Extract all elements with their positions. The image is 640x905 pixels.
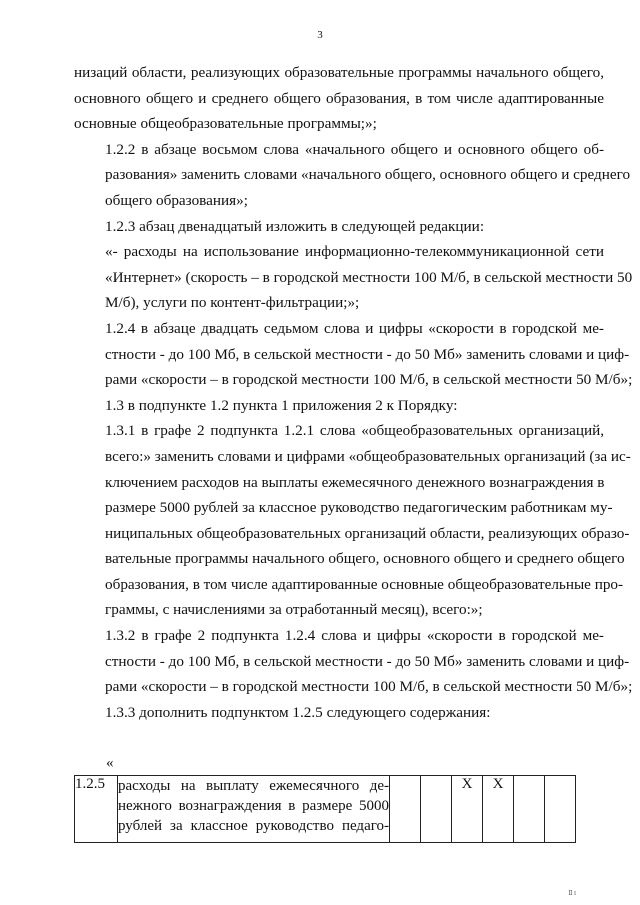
row-number-cell: 1.2.5 [75,776,118,843]
text-line: стности - до 100 Мб, в сельской местности - до 50 Мб» заменить словами и циф- [105,652,630,670]
text-line: ниципальных общеобразовательных организаций области, реализующих образо- [105,524,630,542]
text-line: общего образования»; [105,191,248,209]
text-line: размере 5000 рублей за классное руководство педагогическим работникам му- [105,499,613,517]
text-line: граммы, с начислениями за отработанный месяц), всего:»; [105,601,483,619]
text-line: 1.2.4 в абзаце двадцать седьмом слова и цифры «скорости в городской ме- [105,319,604,337]
table-cell-x: X [452,776,483,843]
text-line: 1.2.2 в абзаце восьмом слова «начального общего и основного общего об- [105,140,604,158]
scan-marker: Ⅱ I [568,891,576,897]
text-line: «Интернет» (скорость – в городской местности 100 М/б, в сельской местности 50 [105,268,633,286]
table-cell [390,776,421,843]
paragraph-p6 [74,418,631,623]
table-row [75,776,576,843]
table-cell [545,776,576,843]
description-line: нежного вознаграждения в размере 5000 [118,798,389,814]
text-line: М/б), услуги по контент-фильтрации;»; [105,294,360,312]
text-line: стности - до 100 Мб, в сельской местности - до 50 Мб» заменить словами и циф- [105,345,630,363]
opening-quote-mark: « [106,755,114,771]
paragraph-p1 [74,137,631,214]
text-line: 1.3.1 в графе 2 подпункта 1.2.1 слова «общеобразовательных организаций, [105,422,604,440]
row-description-cell [118,776,390,843]
budget-table [74,775,576,843]
text-line: ключением расходов на выплаты ежемесячного денежного вознаграждения в [105,473,605,491]
paragraph-p0 [74,60,604,137]
document-body [74,60,633,725]
paragraph-p3 [74,239,633,316]
description-line: расходы на выплату ежемесячного де- [118,778,389,794]
text-line: 1.3.2 в графе 2 подпункта 1.2.4 слова и цифры «скорости в городской ме- [105,627,604,645]
paragraph-p2 [74,214,604,240]
paragraph-p8 [74,700,604,726]
text-line: рами «скорости – в городской местности 100 М/б, в сельской местности 50 М/б»; [105,371,633,389]
text-line: образования, в том числе адаптированные основные общеобразовательные про- [105,575,624,593]
page-number: 3 [317,29,323,41]
paragraph-p7 [74,623,633,700]
text-line: основного общего и среднего общего образования, в том числе адаптированные [74,89,604,107]
paragraph-p4 [74,316,633,393]
text-line: низаций области, реализующих образовательные программы начального общего, [74,64,604,81]
text-line: рами «скорости – в городской местности 100 М/б, в сельской местности 50 М/б»; [105,678,633,696]
text-line: 1.3.3 дополнить подпунктом 1.2.5 следующего содержания: [105,703,491,721]
text-line: «- расходы на использование информационно-телекоммуникационной сети [105,243,604,261]
table-cell [421,776,452,843]
text-line: разования» заменить словами «начального общего, основного общего и среднего [105,166,631,184]
text-line: основные общеобразовательные программы;»; [74,115,377,133]
table-cell-x: X [483,776,514,843]
paragraph-p5 [74,393,604,419]
text-line: всего:» заменить словами и цифрами «общеобразовательных организаций (за ис- [105,447,631,465]
text-line: 1.3 в подпункте 1.2 пункта 1 приложения 2 к Порядку: [105,396,458,414]
table-cell [514,776,545,843]
text-line: вательные программы начального общего, основного общего и среднего общего [105,550,625,568]
description-line: рублей за классное руководство педаго- [118,818,389,834]
text-line: 1.2.3 абзац двенадцатый изложить в следующей редакции: [105,217,485,235]
